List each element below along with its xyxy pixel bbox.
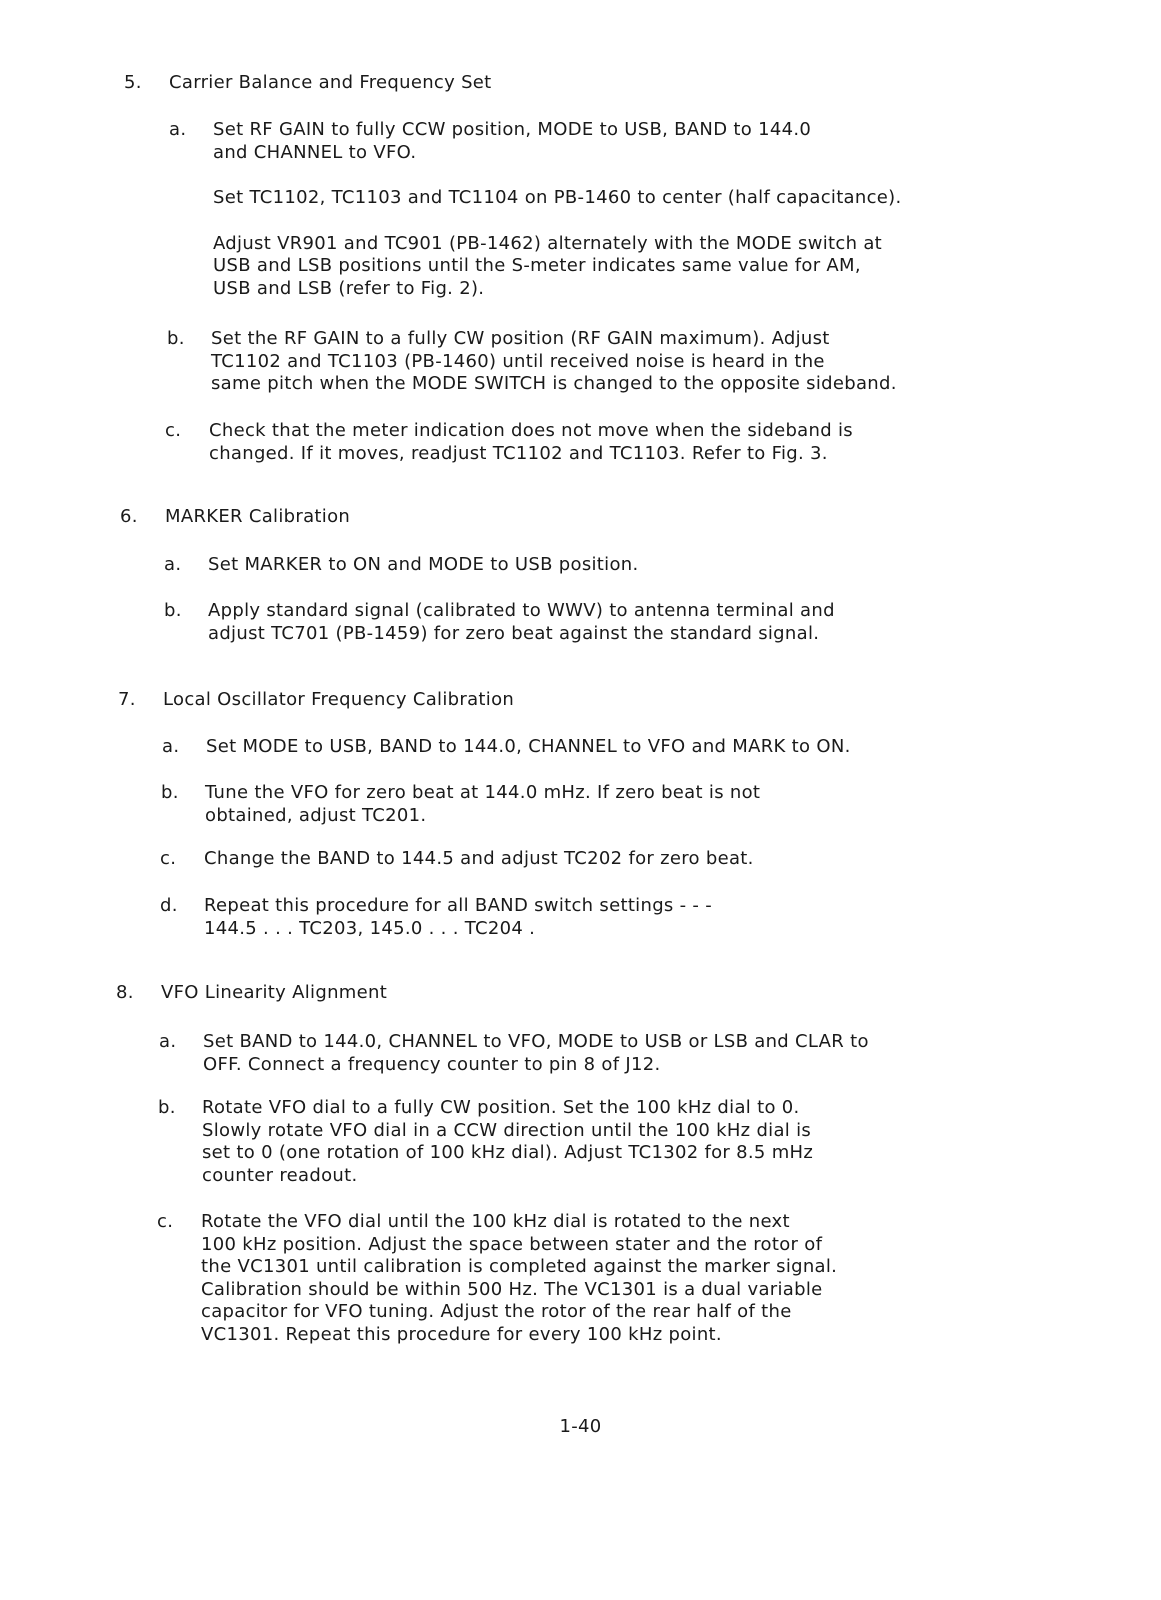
step-letter: c. [160,848,177,869]
step-6a [164,554,1008,577]
step-letter: b. [161,782,179,803]
step-letter: a. [162,736,180,757]
step-letter: d. [160,895,178,916]
step-text: Check that the meter indication does not move when the sideband is changed. If it moves, readjust TC1102 and TC1103. Refer to Fig. 3. [209,420,853,464]
step-text: Change the BAND to 144.5 and adjust TC202 for zero beat. [204,848,754,869]
section-title: Carrier Balance and Frequency Set [169,72,492,93]
step-text: Rotate the VFO dial until the 100 kHz dial is rotated to the next 100 kHz position. Adjust the space between stater and the rotor of the VC1301 until calibration is completed against the marker signal. Calibration should be within 500 Hz. The VC1301 is a dual variable capacitor for VFO tuning. Adjust the rotor of the rear half of the VC1301. Repeat this procedure for every 100 kHz point. [201,1211,838,1345]
step-text: Set MARKER to ON and MODE to USB position. [208,554,639,575]
step-letter: b. [158,1097,176,1118]
section-5-heading [124,72,492,93]
step-letter: a. [164,554,182,575]
section-number: 7. [118,689,136,710]
step-text: Set TC1102, TC1103 and TC1104 on PB-1460 to center (half capacitance). [213,187,902,208]
step-text: Rotate VFO dial to a fully CW position. Set the 100 kHz dial to 0. Slowly rotate VFO dial in a CCW direction until the 100 kHz dial is set to 0 (one rotation of 100 kHz dial). Adjust TC1302 for 8.5 mHz counter readout. [202,1097,814,1186]
section-title: MARKER Calibration [165,506,351,527]
step-text: Repeat this procedure for all BAND switch settings - - - 144.5 . . . TC203, 145.0 . . . TC204 . [204,895,713,939]
step-5c [165,420,1009,465]
step-text: Set BAND to 144.0, CHANNEL to VFO, MODE to USB or LSB and CLAR to OFF. Connect a frequency counter to pin 8 of J12. [203,1031,869,1075]
step-text: Tune the VFO for zero beat at 144.0 mHz. If zero beat is not obtained, adjust TC201. [205,782,761,826]
step-7d [160,895,1004,940]
step-text: Set the RF GAIN to a fully CW position (RF GAIN maximum). Adjust TC1102 and TC1103 (PB-1460) until received noise is heard in the same pitch when the MODE SWITCH is changed to the opposite sideband. [211,328,897,394]
page-number: 1-40 [559,1416,602,1437]
step-7b [161,782,1005,827]
step-8a [159,1031,1003,1076]
section-number: 8. [116,982,134,1003]
step-text: Set RF GAIN to fully CCW position, MODE to USB, BAND to 144.0 and CHANNEL to VFO. [213,119,812,163]
section-title: Local Oscillator Frequency Calibration [163,689,515,710]
section-number: 5. [124,72,142,93]
step-7a [162,736,1006,759]
section-number: 6. [120,506,138,527]
step-5b [167,328,1011,396]
step-7c [160,848,1004,871]
step-text: Set MODE to USB, BAND to 144.0, CHANNEL to VFO and MARK to ON. [206,736,851,757]
step-letter: b. [164,600,182,621]
step-8b [158,1097,1002,1187]
section-7-heading [118,689,514,710]
step-letter: a. [159,1031,177,1052]
step-8c [157,1211,1001,1346]
step-letter: a. [169,119,187,140]
step-letter: c. [157,1211,174,1232]
step-letter: c. [165,420,182,441]
section-title: VFO Linearity Alignment [161,982,388,1003]
step-6b [164,600,1008,645]
step-text: Apply standard signal (calibrated to WWV) to antenna terminal and adjust TC701 (PB-1459) for zero beat against the standard signal. [208,600,835,644]
step-5a [169,119,1013,300]
section-8-heading [116,982,387,1003]
step-text: Adjust VR901 and TC901 (PB-1462) alternately with the MODE switch at USB and LSB positions until the S-meter indicates same value for AM, USB and LSB (refer to Fig. 2). [213,232,883,299]
section-6-heading [120,506,350,527]
step-letter: b. [167,328,185,349]
